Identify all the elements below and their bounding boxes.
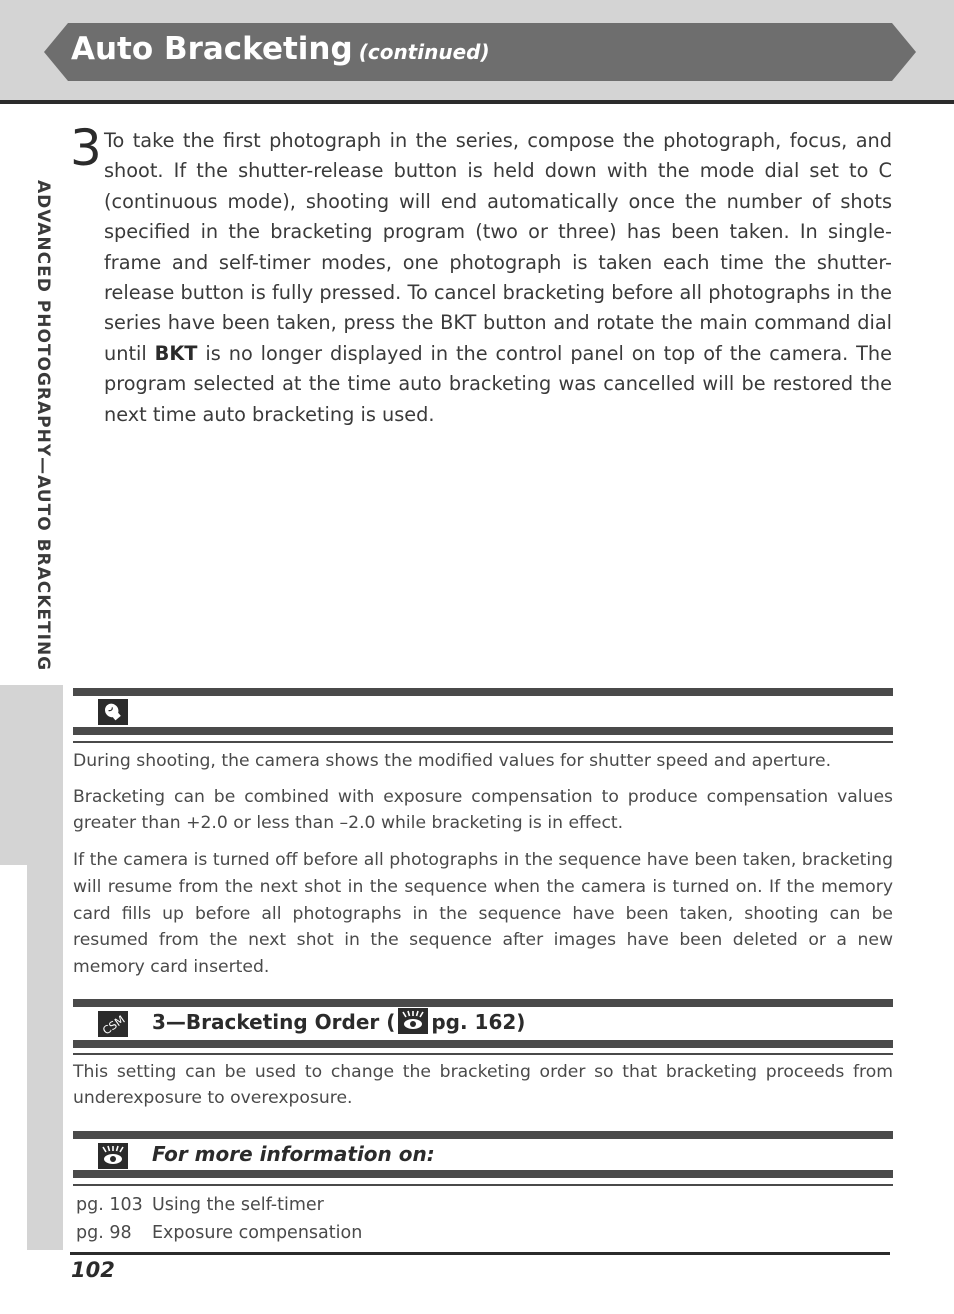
eye-reference-icon: [398, 1008, 428, 1034]
side-tab-label: ADVANCED PHOTOGRAPHY—AUTO BRACKETING: [33, 180, 53, 672]
page-title: [71, 27, 490, 74]
notes-thin-rule: [73, 741, 893, 743]
step-number: 3: [70, 119, 102, 177]
info-heading: For more information on:: [152, 1142, 435, 1166]
note-paragraph-1: During shooting, the camera shows the modified values for shutter speed and aperture.: [73, 751, 832, 771]
notes-mid-rule: [73, 727, 893, 735]
lightbulb-icon: [98, 699, 128, 725]
csm-top-rule: [73, 999, 893, 1007]
reference-row: [76, 1220, 362, 1246]
reference-row: [76, 1192, 324, 1218]
side-strip: [27, 865, 63, 1250]
page-title-subtitle: (continued): [358, 40, 490, 64]
svg-text:CSM: CSM: [100, 1012, 128, 1037]
csm-heading-pre: 3—Bracketing Order (: [152, 1010, 396, 1034]
reference-topic: Using the self-timer: [152, 1195, 324, 1215]
step-text-part2: is no longer displayed in the control panel on top of the camera. The program selected at the time auto bracketing was cancelled will be restored the next time auto bracketing is used.: [104, 341, 892, 426]
csm-text: This setting can be used to change the bracketing order so that bracketing proceeds from underexposure to overexposure.: [73, 1062, 893, 1108]
page-title-main: Auto Bracketing: [71, 31, 353, 67]
csm-icon: [98, 1011, 128, 1037]
info-top-rule: [73, 1131, 893, 1139]
footer-rule: [70, 1252, 890, 1255]
note-paragraph-3: If the camera is turned off before all photographs in the sequence have been taken, bracketing will resume from the next shot in the sequence when the camera is turned on. If the memory card fills up before all photographs in the sequence have been taken, shooting can be resumed from the next shot in the sequence after images have been deleted or a new memory card inserted.: [73, 850, 893, 978]
reference-topic: Exposure compensation: [152, 1223, 363, 1243]
step-text-part1: To take the first photograph in the series, compose the photograph, focus, and shoot. If the shutter-release button is held down with the mode dial set to C (continuous mode), shooting will end automatically once the number of shots specified in the bracketing program (two or three) has been taken. In single-frame and self-timer modes, one photograph is taken each time the shutter-release button is fully pressed. To cancel bracketing before all photographs in the series have been taken, press the BKT button and rotate the main command dial until: [104, 129, 892, 365]
info-thin-rule: [73, 1184, 893, 1186]
reference-page: pg. 103: [76, 1195, 143, 1215]
step-text: [104, 126, 892, 430]
csm-heading-post: pg. 162): [431, 1010, 526, 1034]
reference-page: pg. 98: [76, 1223, 132, 1243]
csm-thin-rule: [73, 1053, 893, 1055]
info-mid-rule: [73, 1170, 893, 1178]
eye-reference-icon: [98, 1143, 128, 1169]
page-number: 102: [71, 1258, 115, 1282]
notes-top-rule: [73, 688, 893, 696]
side-tab-marker: [0, 685, 63, 865]
note-paragraph-2: Bracketing can be combined with exposure compensation to produce compensation values greater than +2.0 or less than –2.0 while bracketing is in effect.: [73, 787, 893, 833]
bkt-indicator: BKT: [154, 341, 198, 365]
csm-heading: [152, 1008, 525, 1036]
csm-mid-rule: [73, 1040, 893, 1048]
